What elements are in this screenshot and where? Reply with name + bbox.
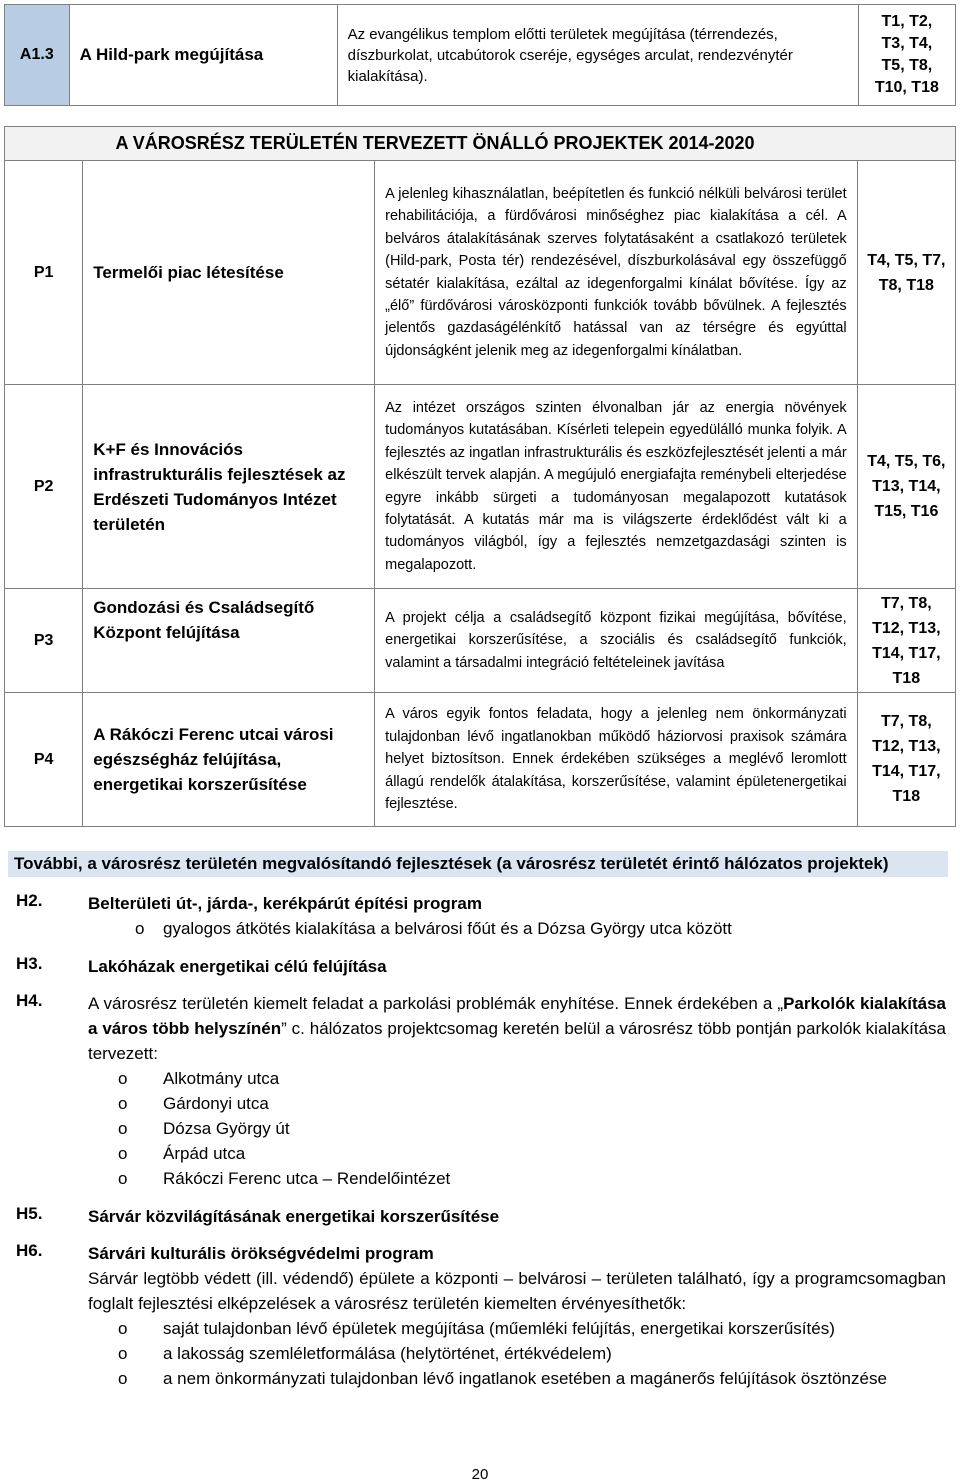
text-bold: Parkolók kialakítása a város több helyszínén [88,994,946,1038]
list-item-text: a lakosság szemléletformálása (helytörténet, értékvédelem) [163,1344,612,1363]
table-row [5,161,956,385]
target-line: T5, T8, [881,57,933,74]
project-code: P1 [5,161,83,385]
project-name: A Rákóczi Ferenc utcai városi egészségház felújítása, energetikai korszerűsítése [83,693,375,827]
table-row [5,385,956,589]
list-item-text: Gárdonyi utca [163,1094,269,1113]
target-line: T12, T13, [872,619,941,637]
item-code: H6. [16,1241,43,1260]
bullet-icon: o [118,1069,128,1088]
list-item-text: a nem önkormányzati tulajdonban lévő ingatlanok esetében a magánerős felújítások ösztönzése [163,1369,887,1388]
project-code: P3 [5,589,83,693]
target-line: T14, T17, [872,644,941,662]
project-description: A jelenleg kihasználatlan, beépítetlen és funkció nélküli belvárosi terület rehabilitációja, a fürdővárosi minőséghez piac kialakítása a cél. A belváros átalakításának szerves folytatásaként a csatlakozó területek (Hild-park, Posta tér) rendezésével, díszburkolásával egy összefüggő sétatér kialakítása, ezáltal az idegenforgalmi kínálat bővítése. Így az „élő” fürdővárosi városközponti funkciók tovább bővülnek. A fejlesztés jelentős gazdaságélénkítő hatással van az térségre és egyúttal újdonságként jelenik meg az idegenforgalmi kínálatban. [375,161,858,385]
item-code: H5. [16,1204,43,1223]
item-code: H3. [16,954,43,973]
list-item [88,916,946,941]
item-title: Belterületi út-, járda-, kerékpárút építési program [88,894,482,913]
target-line: T4, T5, T6, [867,453,946,470]
project-targets [857,589,955,693]
bullet-icon: o [118,1094,128,1113]
further-item-h6 [16,1241,946,1391]
list-item-text: Dózsa György út [163,1119,290,1138]
target-line: T13, T14, [872,478,941,495]
item-title: Sárvári kulturális örökségvédelmi program [88,1244,434,1263]
top-row-description: Az evangélikus templom előtti területek megújítása (térrendezés, díszburkolat, utcabútorok cseréje, egységes arculat, rendezvénytér kialakítása). [337,5,858,106]
item-text [88,991,946,1066]
bullet-icon: o [135,919,145,938]
project-name: K+F és Innovációs infrastrukturális fejlesztések az Erdészeti Tudományos Intézet területén [83,385,375,589]
target-line: T18 [892,669,921,687]
list-item [88,1116,946,1141]
further-item-h2 [16,891,946,941]
target-line: T7, T8, [880,594,932,612]
target-line: T7, T8, [880,713,932,730]
target-line: T1, T2, [881,13,933,30]
target-line: T12, T13, [872,738,941,755]
list-item [88,1066,946,1091]
item-title: Sárvár közvilágításának energetikai korszerűsítése [88,1207,500,1226]
top-row [5,5,956,106]
further-item-h3 [16,954,946,979]
project-name: Gondozási és Családsegítő Központ felújítása [83,589,375,693]
list-item-text: Árpád utca [163,1144,246,1163]
table-row [5,693,956,827]
list-item [88,1166,946,1191]
item-code: H4. [16,991,43,1010]
bullet-icon: o [118,1369,128,1388]
project-name: Termelői piac létesítése [83,161,375,385]
target-line: T18 [892,788,921,805]
project-code: P2 [5,385,83,589]
top-table [4,4,956,106]
text-part: ” c. hálózatos projektcsomag keretén belül a városrész több pontján parkolók kialakítása tervezett: [88,1019,946,1063]
target-line: T14, T17, [872,763,941,780]
target-line: T4, T5, T7, [867,251,946,269]
further-item-h4 [16,991,946,1191]
bullet-icon: o [118,1144,128,1163]
bullet-icon: o [118,1319,128,1338]
further-item-h5 [16,1204,946,1229]
list-item [88,1341,946,1366]
top-row-code: A1.3 [5,5,70,106]
text-part: A városrész területén kiemelt feladat a parkolási problémák enyhítése. Ennek érdekében a „ [88,994,784,1013]
top-row-name: A Hild-park megújítása [69,5,337,106]
further-heading: További, a városrész területén megvalósítandó fejlesztések (a városrész területét érintő hálózatos projektek) [8,851,948,877]
project-description: Az intézet országos szinten élvonalban jár az energia növények tudományos kutatásában. Kísérleti telepein egyedülálló munka folyik. A fejlesztés az ingatlan infrastrukturális és eszközfejlesztését jelenti a már elkészült tervek alapján. A megújuló energiafajta reménybeli elterjedése egyre inkább sürgeti a tudományosan megalapozott kutatások folytatását. A kutatás már ma is világszerte érdeklődést vált ki a tudományos világból, így a fejlesztés nemzetgazdasági szinten is megalapozott. [375,385,858,589]
item-code: H2. [16,891,43,910]
list-item [88,1316,946,1341]
project-targets [857,161,955,385]
top-row-targets [858,5,955,106]
list-item-text: gyalogos átkötés kialakítása a belvárosi főút és a Dózsa György utca között [163,919,732,938]
target-line: T10, T18 [874,79,939,96]
list-item [88,1141,946,1166]
item-text: Sárvár legtöbb védett (ill. védendő) épülete a központi – belvárosi – területen található, így a programcsomagban foglalt fejlesztési elképzelések a városrész területén kiemelten érvényesíthetők: [88,1269,946,1313]
bullet-icon: o [118,1169,128,1188]
list-item-text: saját tulajdonban lévő épületek megújítása (műemléki felújítás, energetikai korszerűsítés) [163,1319,835,1338]
project-targets [857,693,955,827]
list-item-text: Rákóczi Ferenc utca – Rendelőintézet [163,1169,451,1188]
project-targets [857,385,955,589]
target-line: T15, T16 [874,503,939,520]
target-line: T3, T4, [881,35,933,52]
project-description: A projekt célja a családsegítő központ fizikai megújítása, bővítése, energetikai korszerűsítése, a szociális és családsegítő funkciók, valamint a társadalmi integráció feltételeinek javítása [375,589,858,693]
list-item [88,1091,946,1116]
project-code: P4 [5,693,83,827]
item-title: Lakóházak energetikai célú felújítása [88,957,387,976]
projects-table [4,126,956,827]
bullet-icon: o [118,1344,128,1363]
project-description: A város egyik fontos feladata, hogy a jelenleg nem önkormányzati tulajdonban lévő ingatlanokban működő háziorvosi praxisok számára helyet biztosítson. Ennek érdekében szükséges a meglévő leromlott állagú rendelők átalakítása, korszerűsítése, valamint épületenergetikai fejlesztése. [375,693,858,827]
list-item [88,1366,946,1391]
target-line: T8, T18 [878,276,934,294]
projects-heading: A VÁROSRÉSZ TERÜLETÉN TERVEZETT ÖNÁLLÓ PROJEKTEK 2014-2020 [5,127,956,161]
page-number: 20 [471,1466,489,1483]
list-item-text: Alkotmány utca [163,1069,280,1088]
table-row [5,589,956,693]
bullet-icon: o [118,1119,128,1138]
